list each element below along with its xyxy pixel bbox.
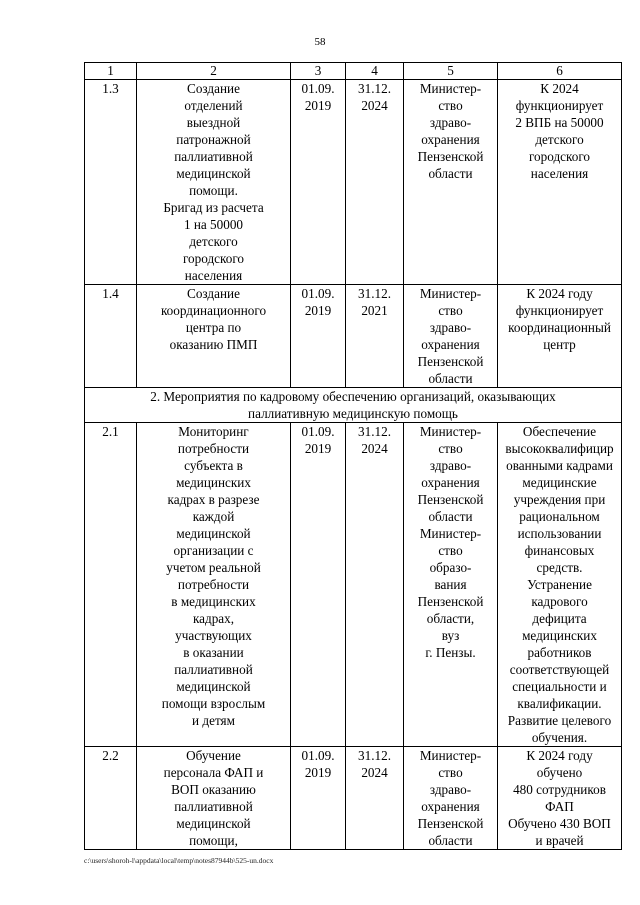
table-row [85,285,622,388]
row-number: 1.3 [85,80,137,285]
header-cell: 5 [404,63,498,80]
expected-result: К 2024 году обучено 480 сотрудников ФАП Обучено 430 ВОП и врачей [498,747,622,850]
expected-result: К 2024 функционирует 2 ВПБ на 50000 детского городского населения [498,80,622,285]
end-date: 31.12. 2024 [346,747,404,850]
executor: Министер- ство здраво- охранения Пензенской области [404,747,498,850]
measure-name: Мониторинг потребности субъекта в медицинских кадрах в разрезе каждой медицинской организации с учетом реальной потребности в медицинских кадрах, участвующих в оказании паллиативной медицинской помощи взрослым и детям [137,423,291,747]
expected-result: Обеспечение высококвалифицир ованными кадрами медицинские учреждения при рациональном использовании финансовых средств. Устранение кадрового дефицита медицинских работников соответствующей специальности и квалификации. Развитие целевого обучения. [498,423,622,747]
executor: Министер- ство здраво- охранения Пензенской области [404,285,498,388]
section-heading: 2. Мероприятия по кадровому обеспечению организаций, оказывающих паллиативную медицинскую помощь [85,388,622,423]
start-date: 01.09. 2019 [291,423,346,747]
start-date: 01.09. 2019 [291,285,346,388]
header-cell: 1 [85,63,137,80]
header-cell: 4 [346,63,404,80]
page-number: 58 [314,36,326,48]
executor: Министер- ство здраво- охранения Пензенской области [404,80,498,285]
section-heading-row [85,388,622,423]
measure-name: Обучение персонала ФАП и ВОП оказанию паллиативной медицинской помощи, [137,747,291,850]
row-number: 2.2 [85,747,137,850]
executor: Министер- ство здраво- охранения Пензенской области Министер- ство образо- вания Пензенской области, вуз г. Пензы. [404,423,498,747]
header-cell: 3 [291,63,346,80]
row-number: 1.4 [85,285,137,388]
table-header-row [85,63,622,80]
start-date: 01.09. 2019 [291,747,346,850]
end-date: 31.12. 2024 [346,423,404,747]
start-date: 01.09. 2019 [291,80,346,285]
end-date: 31.12. 2021 [346,285,404,388]
header-cell: 2 [137,63,291,80]
measures-table [84,62,622,850]
table-row [85,747,622,850]
measure-name: Создание координационного центра по оказанию ПМП [137,285,291,388]
expected-result: К 2024 году функционирует координационный центр [498,285,622,388]
row-number: 2.1 [85,423,137,747]
measure-name: Создание отделений выездной патронажной паллиативной медицинской помощи. Бригад из расчета 1 на 50000 детского городского населения [137,80,291,285]
end-date: 31.12. 2024 [346,80,404,285]
table-row [85,80,622,285]
header-cell: 6 [498,63,622,80]
footer-file-path: c:\users\shoroh-l\appdata\local\temp\notes87944b\525-un.docx [84,856,274,865]
table-row [85,423,622,747]
